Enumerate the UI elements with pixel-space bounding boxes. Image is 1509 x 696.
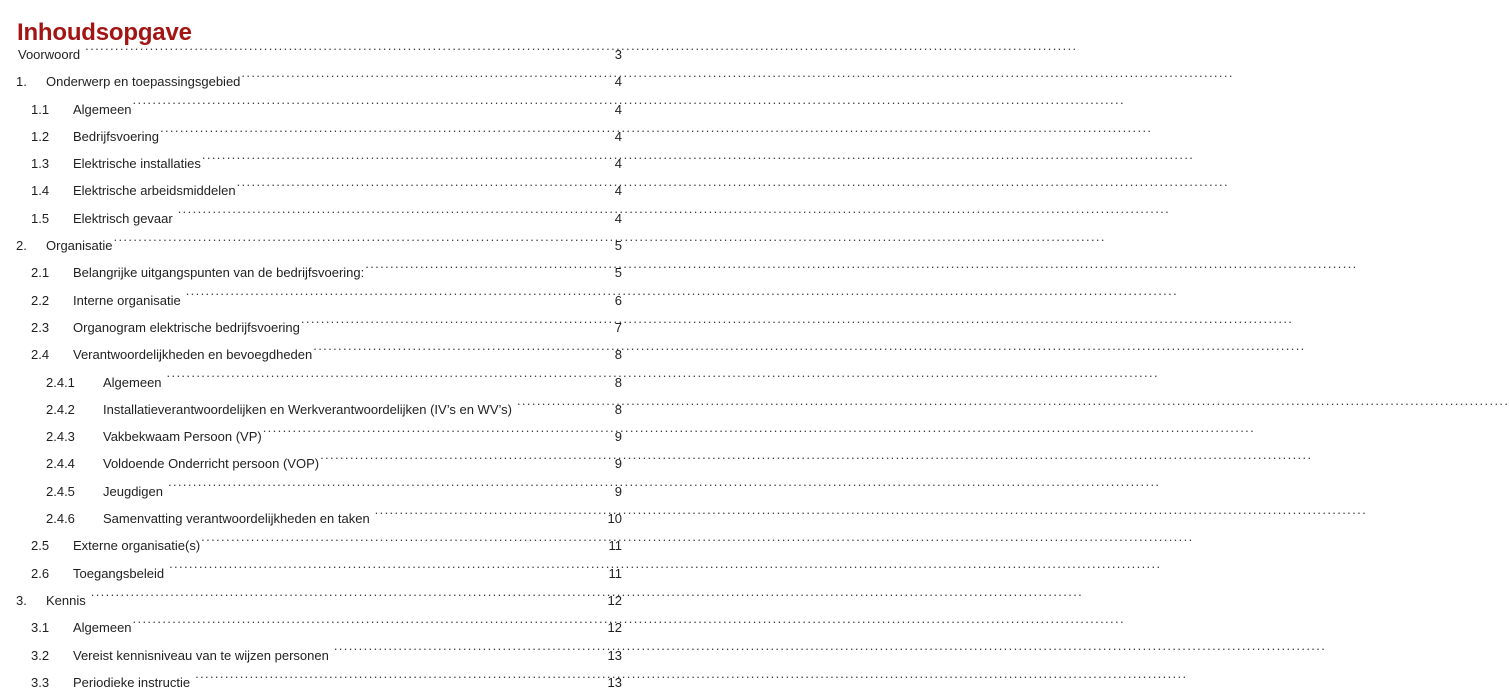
toc-entry-number: 1.3 [31, 156, 50, 172]
toc-entry-page-number: 10 [607, 511, 622, 527]
toc-entry-page-number: 8 [614, 401, 622, 417]
toc-dot-leader [313, 346, 600, 359]
toc-entry-label: Toegangsbeleid [73, 565, 165, 581]
toc-entry-label: Voorwoord [18, 47, 81, 62]
toc-entry-label: Elektrische installaties [73, 156, 201, 172]
toc-entry-number: 2.4.2 [46, 401, 75, 417]
toc-entry-page-number: 9 [614, 483, 622, 499]
toc-dot-leader [237, 182, 600, 195]
toc-entry-label: Installatieverantwoordelijken en Werkverantwoordelijken (IV’s en WV’s) [103, 401, 512, 417]
toc-dot-leader [113, 237, 600, 250]
toc-entry-number: 2.6 [31, 565, 50, 581]
toc-entry-label: Algemeen [73, 101, 132, 117]
toc-dot-leader [169, 565, 600, 578]
toc-entry-page-number: 4 [614, 210, 622, 226]
toc-entry-page-number: 5 [614, 238, 622, 254]
toc-entry-number: 1.2 [31, 128, 50, 144]
toc-entry-number: 1.1 [31, 101, 50, 117]
toc-entry-number: 2.4 [31, 347, 50, 363]
toc-dot-leader [91, 592, 600, 605]
toc-entry-page-number: 8 [614, 374, 622, 390]
toc-entry-label: Organogram elektrische bedrijfsvoering [73, 319, 300, 335]
toc-entry-number: 1.4 [31, 183, 50, 199]
toc-entry-page-number: 9 [614, 429, 622, 445]
toc-entry-label: Elektrisch gevaar [73, 210, 173, 226]
toc-entry-number: 2.4.6 [46, 511, 75, 527]
toc-entry-page-number: 3 [614, 47, 622, 62]
toc-entry-page-number: 4 [614, 74, 622, 90]
toc-entry-label: Externe organisatie(s) [73, 538, 201, 554]
toc-entry-number: 2.4.1 [46, 374, 75, 390]
toc-dot-leader [241, 73, 600, 86]
toc-entry-number: 2.2 [31, 292, 50, 308]
toc-dot-leader [365, 264, 600, 277]
toc-entry-page-number: 8 [614, 347, 622, 363]
toc-dot-leader [186, 292, 600, 305]
toc-entry-number: 3.3 [31, 674, 50, 690]
document-page [0, 0, 643, 690]
toc-entry-label: Periodieke instructie [73, 674, 191, 690]
toc-entry-number: 2.4.5 [46, 483, 75, 499]
toc-dot-leader [133, 101, 600, 114]
toc-entry-label: Elektrische arbeidsmiddelen [73, 183, 236, 199]
toc-entry-page-number: 11 [608, 538, 622, 554]
toc-entry[interactable] [0, 669, 643, 696]
page-title: Inhoudsopgave [17, 19, 192, 47]
toc-dot-leader [133, 619, 600, 632]
toc-entry-label: Algemeen [103, 374, 162, 390]
toc-entry-page-number: 12 [607, 592, 622, 608]
toc-entry-label: Jeugdigen [103, 483, 163, 499]
toc-entry-number: 1.5 [31, 210, 50, 226]
toc-dot-leader [201, 537, 600, 550]
toc-entry-page-number: 12 [607, 620, 622, 636]
toc-entry-number: 2.3 [31, 319, 50, 335]
toc-entry-number: 3. [16, 592, 27, 608]
table-of-contents [0, 41, 643, 696]
toc-entry-label: Bedrijfsvoering [73, 128, 159, 144]
toc-entry-number: 2.1 [31, 265, 50, 281]
toc-entry-number: 1. [16, 74, 27, 90]
toc-entry-page-number: 9 [614, 456, 622, 472]
toc-entry-number: 3.1 [31, 620, 50, 636]
toc-dot-leader [517, 401, 600, 414]
toc-dot-leader [263, 428, 600, 441]
toc-dot-leader [202, 155, 600, 168]
toc-dot-leader [167, 374, 600, 387]
toc-dot-leader [178, 210, 600, 223]
toc-entry-page-number: 5 [614, 265, 622, 281]
toc-dot-leader [160, 128, 600, 141]
toc-entry-page-number: 13 [607, 647, 622, 663]
toc-dot-leader [85, 46, 600, 59]
toc-entry-number: 2.4.4 [46, 456, 75, 472]
toc-entry-label: Organisatie [46, 238, 113, 254]
toc-entry-page-number: 4 [614, 128, 622, 144]
toc-entry-label: Interne organisatie [73, 292, 181, 308]
toc-entry-page-number: 4 [614, 101, 622, 117]
toc-dot-leader [320, 455, 600, 468]
toc-entry-page-number: 4 [614, 156, 622, 172]
toc-entry-label: Belangrijke uitgangspunten van de bedrijfsvoering: [73, 265, 365, 281]
toc-entry-label: Kennis [46, 592, 86, 608]
toc-dot-leader [334, 647, 600, 660]
toc-entry-number: 2.5 [31, 538, 50, 554]
toc-dot-leader [195, 674, 600, 687]
toc-entry-label: Verantwoordelijkheden en bevoegdheden [73, 347, 313, 363]
toc-dot-leader [301, 319, 600, 332]
toc-entry-page-number: 13 [607, 674, 622, 690]
toc-entry-label: Samenvatting verantwoordelijkheden en taken [103, 511, 370, 527]
toc-entry-label: Onderwerp en toepassingsgebied [46, 74, 241, 90]
toc-entry-page-number: 6 [614, 292, 622, 308]
toc-entry-page-number: 7 [614, 319, 622, 335]
toc-dot-leader [168, 483, 600, 496]
toc-entry-page-number: 11 [608, 565, 622, 581]
toc-entry-number: 2. [16, 238, 27, 254]
toc-entry-number: 2.4.3 [46, 429, 75, 445]
toc-entry-label: Vereist kennisniveau van te wijzen personen [73, 647, 329, 663]
toc-entry-page-number: 4 [614, 183, 622, 199]
toc-dot-leader [375, 510, 600, 523]
toc-entry-label: Vakbekwaam Persoon (VP) [103, 429, 262, 445]
toc-entry-label: Algemeen [73, 620, 132, 636]
toc-entry-label: Voldoende Onderricht persoon (VOP) [103, 456, 320, 472]
toc-entry-number: 3.2 [31, 647, 50, 663]
